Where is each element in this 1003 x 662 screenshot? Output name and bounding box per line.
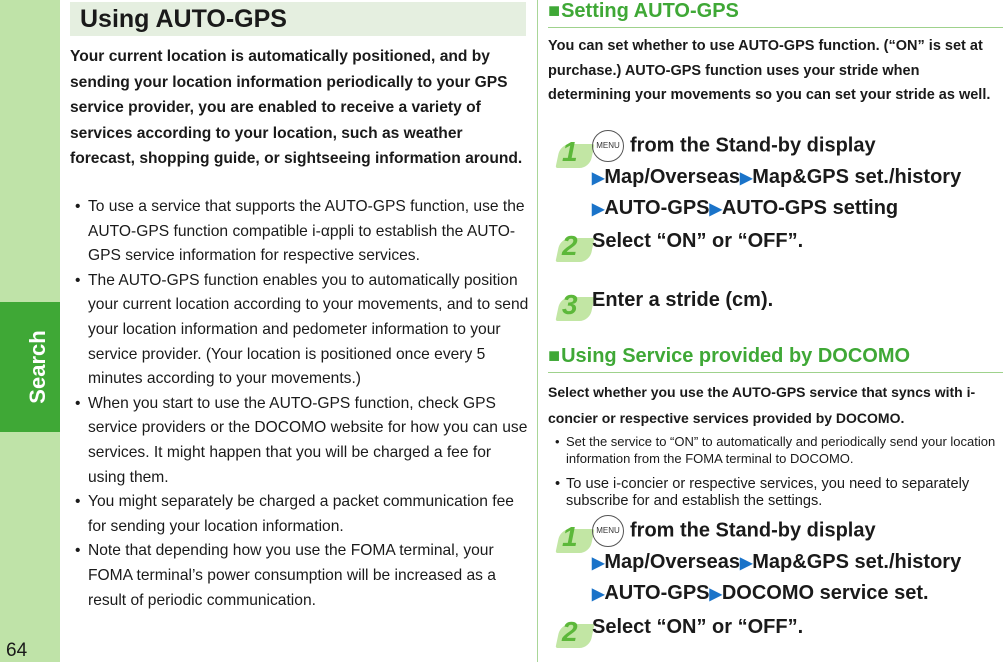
step-number-badge: 1 (554, 140, 594, 170)
list-item: • To use a service that supports the AUTO-GPS function, use the AUTO-GPS function compatible i-αppli to establish the AUTO-GPS service information for respective services. (70, 195, 530, 269)
arrow-right-icon: ▶ (592, 201, 605, 218)
bullet-dot: • (555, 434, 560, 449)
menu-path (592, 162, 961, 194)
docomo-service-heading: ■Using Service provided by DOCOMO (548, 345, 1003, 373)
bullet-dot: • (75, 542, 81, 560)
arrow-right-icon: ▶ (592, 555, 605, 572)
arrow-right-icon: ▶ (592, 586, 605, 603)
step-3 (548, 285, 1003, 325)
menu-item[interactable]: Map&GPS set./history (752, 166, 962, 188)
step-number-badge: 1 (554, 525, 594, 555)
menu-path (592, 193, 898, 225)
chapter-label: Search (25, 330, 50, 404)
bullet-dot: • (75, 493, 81, 511)
list-item: • Set the service to “ON” to automatically and periodically send your location information from the FOMA terminal to DOCOMO. (555, 434, 996, 466)
setting-auto-gps-heading: ■Setting AUTO-GPS (548, 0, 1003, 28)
list-item: • To use i-concier or respective services, you need to separately subscribe for and establish the settings. (555, 476, 970, 509)
step-instruction: Enter a stride (cm). (592, 289, 774, 311)
menu-path (592, 547, 961, 579)
arrow-right-icon: ▶ (709, 201, 722, 218)
step-number-badge: 2 (554, 234, 594, 264)
step-number-badge: 2 (554, 620, 594, 650)
step-instruction: Select “ON” or “OFF”. (592, 616, 804, 638)
section-title: Using AUTO-GPS (80, 5, 287, 33)
menu-item[interactable]: AUTO-GPS setting (721, 197, 899, 219)
step-number-badge: 3 (554, 293, 594, 323)
menu-item[interactable]: AUTO-GPS (604, 582, 710, 604)
step-1: 1 MENU from the Stand-by display ▶Map/Overseas▶Map&GPS set./history ▶AUTO-GPS▶DOCOMO service set. (548, 515, 1003, 610)
section-title-bar (70, 2, 526, 36)
bullet-dot: • (75, 271, 81, 289)
menu-item[interactable]: Map&GPS set./history (752, 551, 962, 573)
arrow-right-icon: ▶ (739, 555, 753, 572)
intro-paragraph: Your current location is automatically positioned, and by sending your location information periodically to your GPS service provider, you are enabled to receive a variety of services according to your location, such as weather forecast, shopping guide, or sightseeing information around. (70, 48, 523, 167)
list-item: • Note that depending how you use the FOMA terminal, your FOMA terminal’s power consumption will be increased as a result of periodic communication. (70, 539, 530, 613)
docomo-description: Select whether you use the AUTO-GPS service that syncs with i-concier or respective services provided by DOCOMO. (548, 384, 976, 426)
square-marker-icon: ■ (548, 345, 561, 367)
menu-item[interactable]: DOCOMO service set. (721, 582, 929, 604)
note-list (550, 476, 1003, 510)
step-2 (548, 226, 1003, 266)
bullet-list (70, 195, 530, 613)
menu-item[interactable]: AUTO-GPS (604, 197, 710, 219)
menu-item[interactable]: Map/Overseas (604, 166, 740, 188)
square-marker-icon: ■ (548, 0, 561, 22)
menu-key-icon: MENU (592, 130, 624, 162)
menu-key-icon: MENU (592, 515, 624, 547)
bullet-dot: • (555, 476, 561, 492)
step-1: 1 MENU from the Stand-by display ▶Map/Overseas▶Map&GPS set./history ▶AUTO-GPS▶AUTO-GPS setting (548, 130, 1003, 225)
menu-path (592, 578, 929, 610)
step-instruction: Select “ON” or “OFF”. (592, 230, 804, 252)
column-divider (537, 0, 538, 662)
list-item: • You might separately be charged a packet communication fee for sending your location information. (70, 490, 530, 539)
bullet-dot: • (75, 198, 81, 215)
arrow-right-icon: ▶ (709, 586, 722, 603)
note-list (550, 433, 1003, 467)
list-item: • The AUTO-GPS function enables you to automatically position your current location according to your movements, and to send your location information and pedometer information to your service provider. (Your location is positioned once every 5 minutes according to your movements.) (70, 269, 530, 392)
step-2 (548, 612, 1003, 652)
menu-item[interactable]: Map/Overseas (604, 551, 740, 573)
list-item: • When you start to use the AUTO-GPS function, check GPS service providers or the DOCOMO website for how you can use services. It might happen that you will be charged a fee for using them. (70, 392, 530, 490)
page-number: 64 (6, 640, 28, 661)
arrow-right-icon: ▶ (592, 170, 605, 187)
setting-description: You can set whether to use AUTO-GPS function. (“ON” is set at purchase.) AUTO-GPS function uses your stride when determining your movements so you can set your stride as well. (548, 38, 991, 103)
bullet-dot: • (75, 394, 81, 412)
arrow-right-icon: ▶ (739, 170, 753, 187)
